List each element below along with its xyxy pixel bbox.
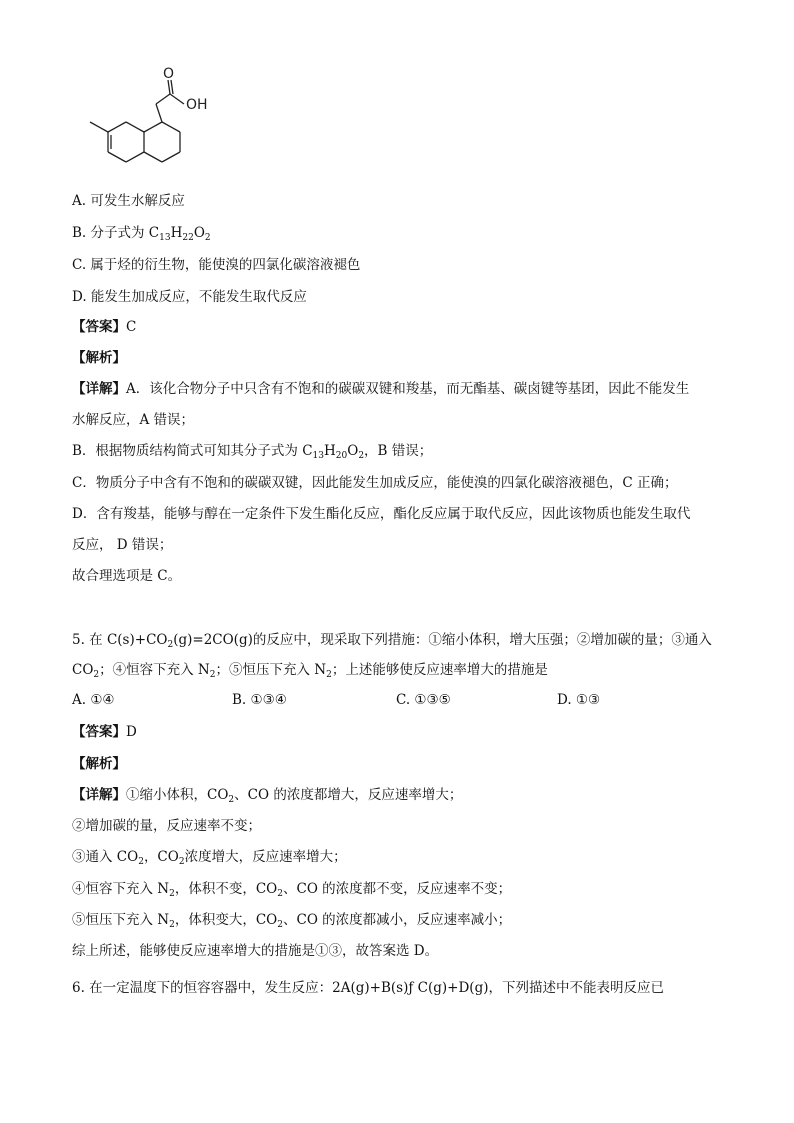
subscript: 2 [167,640,174,650]
q5-summary: 综上所述，能够使反应速率增大的措施是①③，故答案选 D。 [72,943,439,959]
q5-answer [72,722,137,742]
q5-option-d: D. ①③ [557,692,601,708]
stem-text: ；上述能够使反应速率增大的措施是 [331,662,548,678]
q5-stem-line1 [72,630,712,655]
subscript: 2 [326,670,332,680]
detail-text: ③通入 CO [72,849,139,865]
q5-detail-line1 [72,785,462,810]
q6-equation: 2A(g)+B(s)ƒ C(g)+D(g) [332,980,489,996]
detail-tag: 【详解】 [72,787,126,803]
q5-detail-line4 [72,879,511,904]
q4-option-c: C. 属于烃的衍生物，能使溴的四氯化碳溶液褪色 [72,257,361,273]
detail-text: ，CO [143,849,179,865]
q4-detail-d-line2: 反应， D 错误； [72,537,173,553]
subscript: 2 [228,795,235,805]
answer-tag: 【答案】 [72,319,126,335]
q4-detail-d-line1: D．含有羧基，能够与醇在一定条件下发生酯化反应，酯化反应属于取代反应，因此该物质也能发生取代 [72,506,691,522]
q5-option-a: A. ①④ [72,692,115,708]
q4-analysis-tag: 【解析】 [72,350,126,366]
subscript: 2 [277,920,283,930]
stem-text: ；④恒容下充入 N [99,662,210,678]
answer-tag: 【答案】 [72,724,126,740]
detail-text: 、CO 的浓度都不变，反应速率不变； [282,881,512,897]
q4-answer [72,317,136,337]
subscript: 2 [178,857,185,867]
q4-option-a: A. 可发生水解反应 [72,193,185,209]
subscript: 20 [335,451,348,461]
subscript: 2 [358,451,365,461]
q5-analysis-tag: 【解析】 [72,756,126,772]
q5-option-b: B. ①③④ [232,692,287,708]
molecule-structure-diagram [60,64,240,184]
subscript: 2 [277,889,283,899]
detail-text: A．该化合物分子中只含有不饱和的碳碳双键和羧基，而无酯基、碳卤键等基团，因此不能发生 [126,381,690,397]
detail-text: 、CO 的浓度都增大，反应速率增大； [234,787,463,803]
detail-text: O [347,443,359,459]
stem-text: 5. 在 C(s)+CO [72,632,168,648]
subscript: 2 [169,920,175,930]
detail-text: 、CO 的浓度都减小，反应速率减小； [282,912,512,928]
subscript: 13 [312,451,324,461]
detail-text: B．根据物质结构简式可知其分子式为 C [72,443,313,459]
q4-option-b-text: H [170,225,183,241]
q5-option-c: C. ①③⑤ [396,692,451,708]
q6-stem [72,978,664,998]
q4-option-b [72,223,211,248]
subscript: 2 [169,889,175,899]
stem-text: (g)=2CO(g)的反应中，现采取下列措施：①缩小体积，增大压强；②增加碳的量；③通入 [173,632,712,648]
q4-option-d: D. 能发生加成反应，不能发生取代反应 [72,289,307,305]
detail-text: ，B 错误； [364,443,433,459]
q5-detail-line5 [72,910,511,935]
detail-tag: 【详解】 [72,381,126,397]
answer-value: C [126,319,137,335]
subscript: 2 [209,670,216,680]
stem-text: 6. 在一定温度下的恒容容器中，发生反应： [72,980,333,996]
q5-detail-line3 [72,847,347,872]
q4-detail-a-line2: 水解反应，A 错误； [72,412,195,428]
stem-text: CO [72,662,94,678]
detail-text: 浓度增大，反应速率增大； [184,849,347,865]
q5-detail-line2: ②增加碳的量，反应速率不变； [72,818,261,834]
subscript: 13 [159,233,171,243]
subscript: 2 [204,233,211,243]
detail-text: ，体积不变，CO [174,881,278,897]
q4-detail-c: C．物质分子中含有不饱和的碳碳双键，因此能发生加成反应，能使溴的四氯化碳溶液褪色，C 正确； [72,475,678,491]
oxygen-label: O [163,66,175,82]
q4-detail-b [72,441,432,466]
stem-text: ；⑤恒压下充入 N [215,662,327,678]
detail-text: ，体积变大，CO [174,912,278,928]
detail-text: ⑤恒压下充入 N [72,912,170,928]
subscript: 2 [93,670,100,680]
detail-text: ④恒容下充入 N [72,881,170,897]
q4-conclusion: 故合理选项是 C。 [72,568,182,584]
subscript: 22 [182,233,194,243]
answer-value: D [126,724,137,740]
detail-text: H [324,443,336,459]
subscript: 2 [138,857,144,867]
hydroxyl-label: OH [186,97,208,113]
detail-text: ①缩小体积，CO [126,787,229,803]
q4-option-b-text: B. 分子式为 C [72,225,160,241]
q5-stem-line2 [72,660,548,685]
q4-option-b-text: O [193,225,205,241]
q4-detail-a-line1 [72,379,689,399]
stem-text: ，下列描述中不能表明反应已 [488,980,664,996]
